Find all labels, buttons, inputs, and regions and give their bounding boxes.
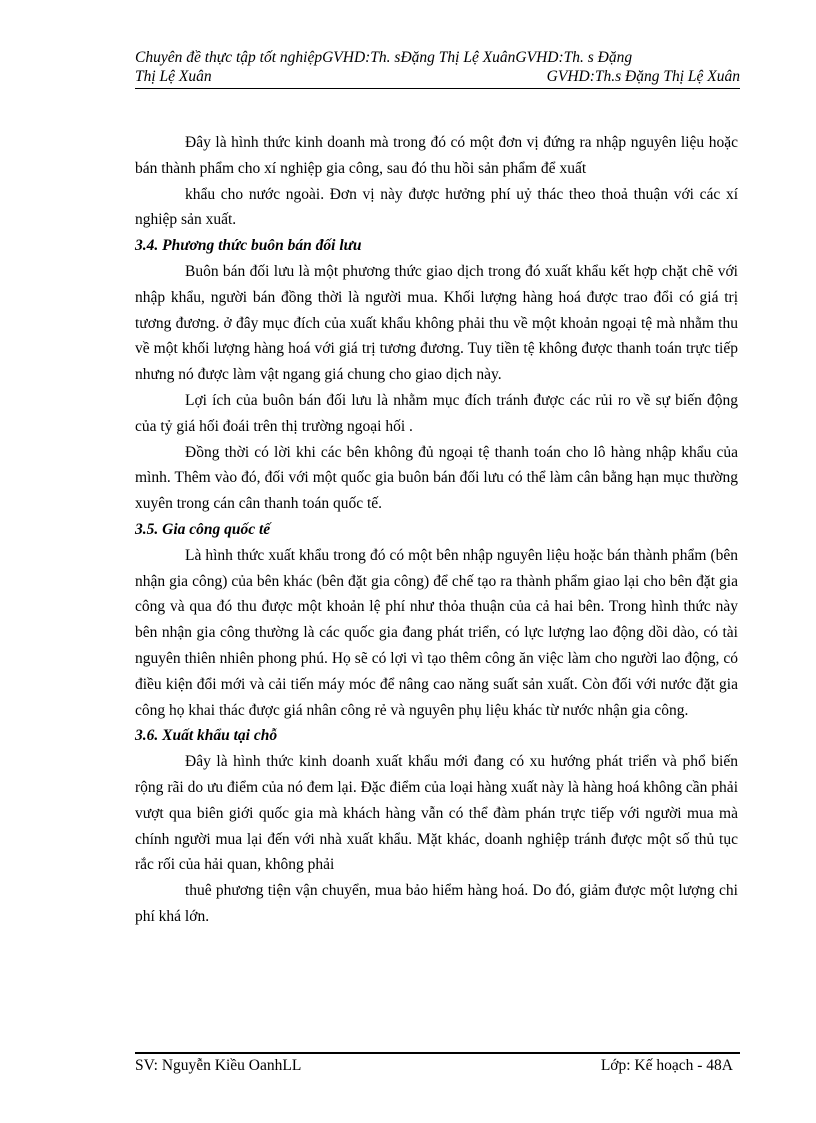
page-footer [135, 1056, 733, 1076]
header-line-2-right: GVHD:Th.s Đặng Thị Lệ Xuân [546, 68, 740, 85]
footer-student: SV: Nguyễn Kiều OanhLL [135, 1057, 302, 1074]
document-body [135, 130, 738, 930]
paragraph-1-continued: khẩu cho nước ngoài. Đơn vị này được hưởng phí uỷ thác theo thoả thuận với các xí nghiệp sản xuất. [135, 185, 738, 229]
paragraph-5: Là hình thức xuất khẩu trong đó có một bên nhập nguyên liệu hoặc bán thành phẩm (bên nhận gia công) của bên khác (bên đặt gia công) để chế tạo ra thành phẩm giao lại cho bên đặt gia công và qua đó thu được một khoản lệ phí như thỏa thuận của cả hai bên. Trong hình thức này bên nhận gia công thường là các quốc gia đang phát triển, có lực lượng lao động dồi dào, có tài nguyên thiên nhiên phong phú. Họ sẽ có lợi vì tạo thêm công ăn việc làm cho người lao động, có điều kiện đổi mới và cải tiến máy móc để nâng cao năng suất sản xuất. Còn đối với nước đặt gia công họ khai thác được giá nhân công rẻ và nguyên phụ liệu khác từ nước nhận gia công. [135, 546, 738, 719]
paragraph-2: Buôn bán đối lưu là một phương thức giao dịch trong đó xuất khẩu kết hợp chặt chẽ với nhập khẩu, người bán đồng thời là người mua. Khối lượng hàng hoá được trao đổi có giá trị tương đương. ở đây mục đích của xuất khẩu không phải thu về một khoản ngoại tệ mà nhằm thu về một khối lượng hàng hoá với giá trị tương đương. Tuy tiền tệ không được thanh toán trực tiếp nhưng nó được làm vật ngang giá chung cho giao dịch này. [135, 262, 738, 384]
paragraph-1: Đây là hình thức kinh doanh mà trong đó có một đơn vị đứng ra nhập nguyên liệu hoặc bán thành phẩm cho xí nghiệp gia công, sau đó thu hồi sản phẩm để xuất [135, 134, 738, 177]
footer-rule [135, 1052, 740, 1054]
page-header [135, 48, 740, 89]
paragraph-6-continued: thuê phương tiện vận chuyển, mua bảo hiểm hàng hoá. Do đó, giảm được một lượng chi phí khá lớn. [135, 882, 738, 925]
heading-3-5: 3.5. Gia công quốc tế [135, 520, 271, 538]
header-line-2 [135, 67, 740, 86]
paragraph-4: Đồng thời có lời khi các bên không đủ ngoại tệ thanh toán cho lô hàng nhập khẩu của mình. Thêm vào đó, đối với một quốc gia buôn bán đối lưu có thể làm cân bằng hạn mục thường xuyên trong cán cân thanh toán quốc tế. [135, 443, 738, 513]
footer-class: Lớp: Kế hoạch - 48A [600, 1057, 733, 1074]
heading-3-6: 3.6. Xuất khẩu tại chỗ [135, 727, 278, 745]
header-line-1: Chuyên đề thực tập tốt nghiệpGVHD:Th. sĐặng Thị Lệ XuânGVHD:Th. s Đặng [135, 49, 633, 66]
heading-3-4: 3.4. Phương thức buôn bán đối lưu [135, 237, 362, 255]
paragraph-3: Lợi ích của buôn bán đối lưu là nhằm mục đích tránh được các rủi ro về sự biến động của tỷ giá hối đoái trên thị trường ngoại hối . [135, 391, 738, 435]
header-line-2-left: Thị Lệ Xuân [135, 68, 212, 85]
paragraph-6: Đây là hình thức kinh doanh xuất khẩu mới đang có xu hướng phát triển và phổ biến rộng rãi do ưu điểm của nó đem lại. Đặc điểm của loại hàng xuất này là hàng hoá không cần phải vượt qua biên giới quốc gia mà khách hàng vẫn có thể đàm phán trực tiếp với người mua mà chính người mua lại đến với nhà xuất khẩu. Mặt khác, doanh nghiệp tránh được một số thủ tục rắc rối của hải quan, không phải [135, 753, 738, 874]
